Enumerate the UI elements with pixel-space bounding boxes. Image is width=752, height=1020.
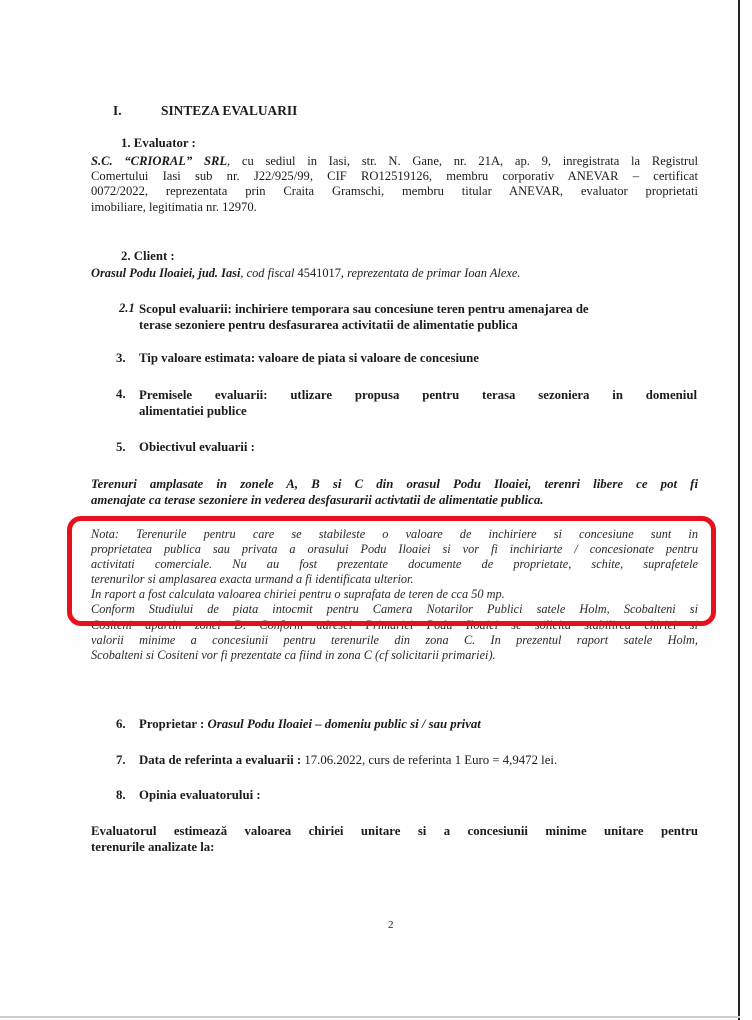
land-line-1: Terenuri amplasate in zonele A, B si C din orasul Podu Iloaiei, terenri libere ce pot fi [91,477,698,491]
client-line [91,266,520,281]
note-line-5: In raport a fost calculata valoarea chiriei pentru o suprafata de teren de cca 50 mp. [91,587,505,602]
ref-date-value: 17.06.2022, curs de referinta 1 Euro = 4,9472 lei. [304,753,558,767]
ref-date-label: Data de referinta a evaluarii : [139,753,305,767]
owner-label: Proprietar : [139,717,208,731]
value-type-number: 3. [116,351,126,365]
opinion-number: 8. [116,788,126,802]
evaluator-line-4: imobiliare, legitimatia nr. 12970. [91,199,257,214]
owner-number: 6. [116,717,126,731]
premises-text [139,387,697,419]
note-line-9: Scobalteni si Cositeni vor fi prezentate ca fiind in zona C (cf solicitarii primariei). [91,647,496,662]
objective-text: Obiectivul evaluarii : [139,440,255,454]
note-line-2: proprietatea publica sau privata a orasului Podu Iloaiei si vor fi inchiriarte / concesionate pentru [91,542,698,557]
premises-number: 4. [116,387,126,401]
page-bottom-border [0,1016,740,1018]
evaluator-line-1-text: , cu sediul in Iasi, str. N. Gane, nr. 21A, ap. 9, inregistrata la Registrul [227,154,698,168]
note-line-6: Conform Studiului de piata intocmit pentru Camera Notarilor Publici satele Holm, Scobalteni si [91,602,698,617]
client-rep: , reprezentata de primar Ioan Alexe. [340,266,521,280]
evaluator-line-1 [91,154,698,169]
conclusion-line-2: terenurile analizate la: [91,840,215,854]
scope-number: 2.1 [119,301,135,315]
note-line-3: activitati comerciale. Nu au fost prezentate documente de proprietate, schite, suprafetele [91,557,698,572]
client-cf-label: , cod fiscal [240,266,295,280]
client-name: Orasul Podu Iloaiei, jud. Iasi [91,266,241,280]
conclusion-paragraph [91,823,698,855]
owner-line [139,717,481,732]
premises-line-2: alimentatiei publice [139,404,247,418]
section-title: SINTEZA EVALUARII [161,103,298,118]
client-cf-value: 4541017 [294,266,341,280]
owner-value: Orasul Podu Iloaiei – domeniu public si / sau privat [207,717,481,731]
note-line-1: Nota: Terenurile pentru care se stabileste o valoare de inchiriere si concesiune sunt in [91,527,698,541]
section-numeral: I. [113,103,122,118]
evaluator-company: S.C. “CRIORAL” SRL [91,154,228,168]
ref-date-line [139,753,557,768]
evaluator-line-3: 0072/2022, reprezentata prin Craita Gramschi, membru titular ANEVAR, evaluator proprietati [91,184,698,199]
note-line-4: terenurilor si amplasarea exacta urmand a fi identificata ulterior. [91,572,414,587]
scope-line-2: terase sezoniere pentru desfasurarea activitatii de alimentatie publica [139,318,518,332]
client-heading: 2. Client : [121,249,175,263]
evaluator-line-2: Comertului Iasi sub nr. J22/925/99, CIF RO12519126, membru corporativ ANEVAR – certificat [91,169,698,184]
land-line-2: amenajate ca terase sezoniere in vederea desfasurarii activtatii de alimentatie publica. [91,493,544,507]
page-right-border [738,0,740,1020]
evaluator-paragraph [91,154,698,215]
ref-date-number: 7. [116,753,126,767]
scope-line-1: Scopul evaluarii: inchiriere temporara sau concesiune teren pentru amenajarea de [139,302,589,316]
evaluator-heading: 1. Evaluator : [121,136,196,150]
conclusion-line-1: Evaluatorul estimează valoarea chiriei unitare si a concesiunii minime unitare pentru [91,824,698,838]
land-paragraph [91,476,698,508]
opinion-text: Opinia evaluatorului : [139,788,261,802]
note-line-7: Cositeni apartin zonei D. Conform adresei Primariei Podu Iloaiei se solicita stabilirea chiriei si [91,617,698,632]
scope-text [139,301,685,333]
page-number: 2 [388,919,394,931]
premises-line-1: Premisele evaluarii: utlizare propusa pentru terasa sezoniera in domeniul [139,388,697,402]
objective-number: 5. [116,440,126,454]
highlight-box [67,516,716,626]
value-type-text: Tip valoare estimata: valoare de piata si valoare de concesiune [139,351,479,365]
note-line-8: valorii minime a concesiunii pentru terenurile din zona C. In prezentul raport satele Holm, [91,632,698,647]
